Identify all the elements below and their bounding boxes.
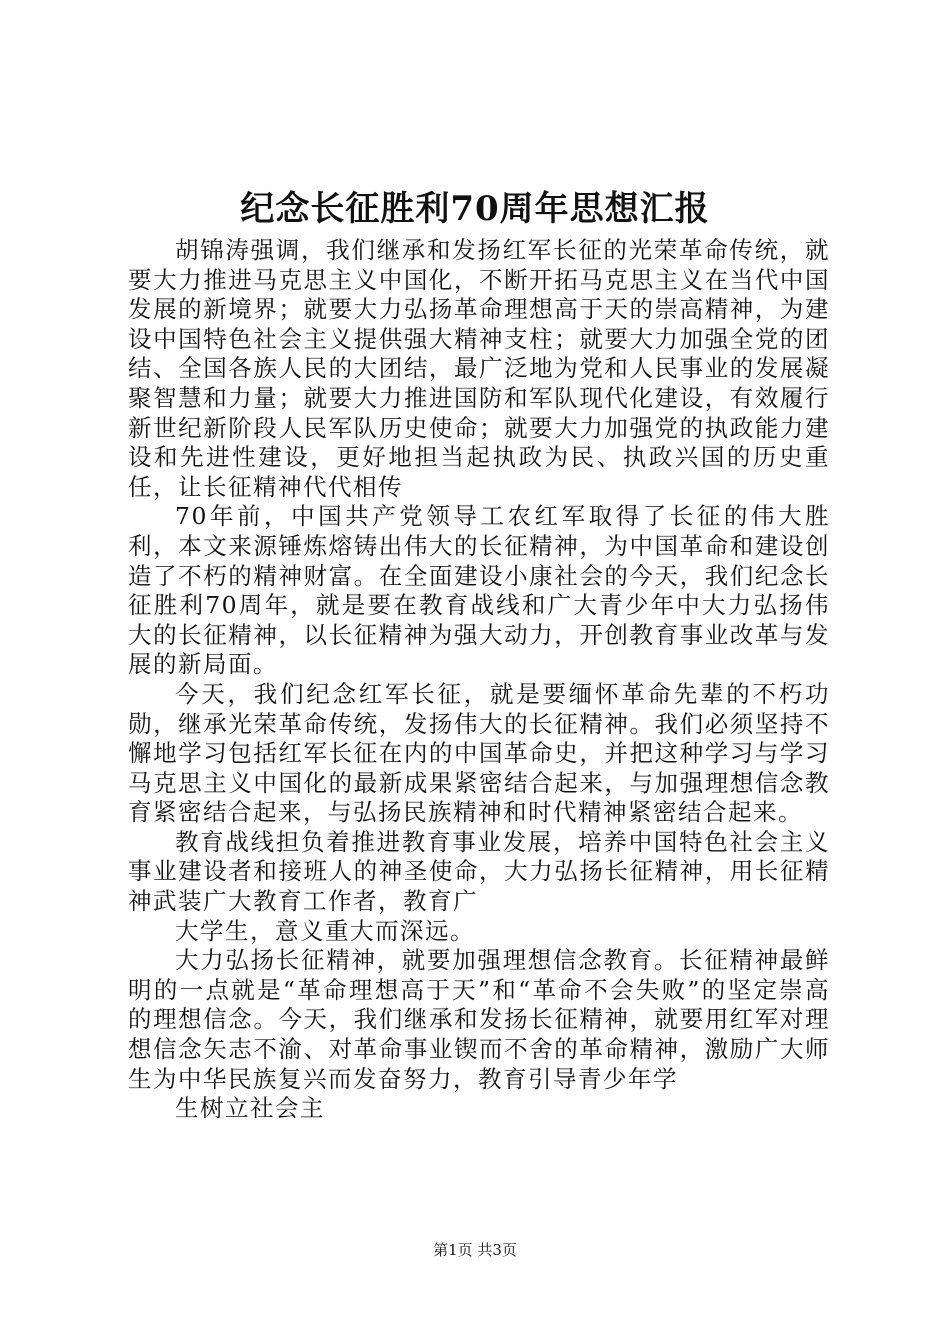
document-title: 纪念长征胜利70周年思想汇报 [240,189,710,229]
paragraph: 胡锦涛强调，我们继承和发扬红军长征的光荣革命传统，就要大力推进马克思主义中国化，不断开拓马克思主义在当代中国发展的新境界；就要大力弘扬革命理想高于天的崇高精神，为建设中国特色社会主义提供强大精神支柱；就要大力加强全党的团结、全国各族人民的大团结，最广泛地为党和人民事业的发展凝聚智慧和力量；就要大力推进国防和军队现代化建设，有效履行新世纪新阶段人民军队历史使命；就要大力加强党的执政能力建设和先进性建设，更好地担当起执政为民、执政兴国的历史重任，让长征精神代代相传 [128,236,830,501]
paragraph: 大学生，意义重大而深远。 [175,916,475,945]
paragraph: 70年前，中国共产党领导工农红军取得了长征的伟大胜利，本文来源锤炼熔铸出伟大的长征精神，为中国革命和建设创造了不朽的精神财富。在全面建设小康社会的今天，我们纪念长征胜利70周年，就是要在教育战线和广大青少年中大力弘扬伟大的长征精神，以长征精神为强大动力，开创教育事业改革与发展的新局面。 [128,502,830,679]
paragraph: 教育战线担负着推进教育事业发展，培养中国特色社会主义事业建设者和接班人的神圣使命，大力弘扬长征精神，用长征精神武装广大教育工作者，教育广 [128,827,830,916]
paragraph: 生树立社会主 [175,1094,325,1123]
paragraph: 今天，我们纪念红军长征，就是要缅怀革命先辈的不朽功勋，继承光荣革命传统，发扬伟大的长征精神。我们必须坚持不懈地学习包括红军长征在内的中国革命史，并把这种学习与学习马克思主义中国化的最新成果紧密结合起来，与加强理想信念教育紧密结合起来，与弘扬民族精神和时代精神紧密结合起来。 [128,679,830,827]
document-body [128,236,830,1124]
page-number-footer: 第1页 共3页 [433,1241,517,1259]
paragraph: 大力弘扬长征精神，就要加强理想信念教育。长征精神最鲜明的一点就是“革命理想高于天”和“革命不会失败”的坚定崇高的理想信念。今天，我们继承和发扬长征精神，就要用红军对理想信念矢志不渝、对革命事业锲而不舍的革命精神，激励广大师生为中华民族复兴而发奋努力，教育引导青少年学 [128,946,830,1093]
